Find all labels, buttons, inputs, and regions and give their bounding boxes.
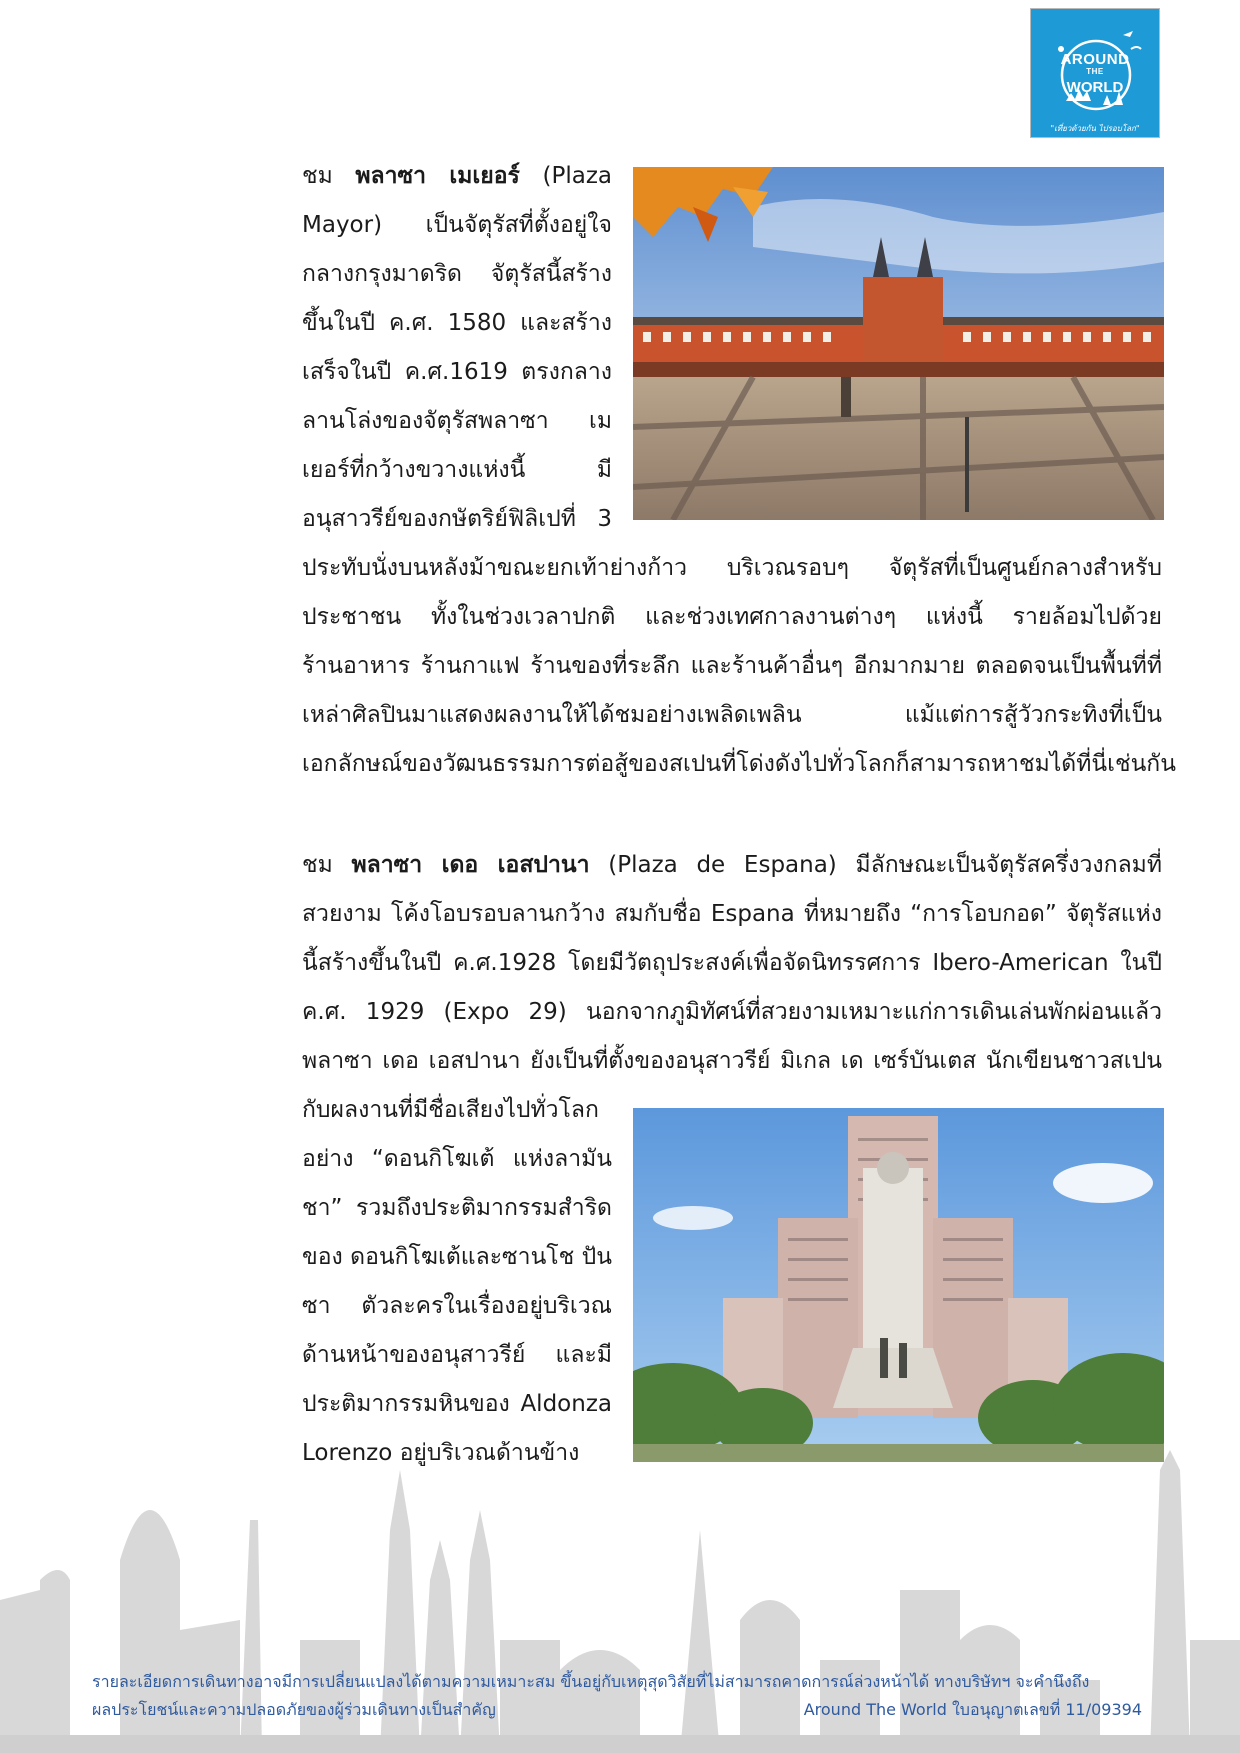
text-line: เหล่าศิลปินมาแสดงผลงานให้ได้ชมอย่างเพลิดเพลิน แม้แต่การสู้วัวกระทิงที่เป็น <box>302 702 1162 728</box>
footer-safety-note: ผลประโยชน์และความปลอดภัยของผู้ร่วมเดินทางเป็นสำคัญ <box>92 1700 496 1719</box>
text-line: ประติมากรรมหินของ Aldonza <box>302 1391 612 1417</box>
text-line: Mayor) เป็นจัตุรัสที่ตั้งอยู่ใจ <box>302 212 612 238</box>
plaza-de-espana-side <box>302 1086 612 1478</box>
plaza-mayor-body <box>302 544 1176 789</box>
text-line: อนุสาวรีย์ของกษัตริย์ฟิลิเปที่ 3 <box>302 506 612 532</box>
text-line: ประทับนั่งบนหลังม้าขณะยกเท้าย่างก้าว บริเวณรอบๆ จัตุรัสที่เป็นศูนย์กลางสำหรับ <box>302 555 1162 581</box>
text-line: พลาซา เดอ เอสปานา ยังเป็นที่ตั้งของอนุสาวรีย์ มิเกล เด เซร์บันเตส นักเขียนชาวสเปน <box>302 1048 1162 1074</box>
logo-line1: AROUND <box>1060 51 1130 68</box>
plaza-mayor-intro <box>302 152 612 544</box>
text-line: ชา” รวมถึงประติมากรรมสำริด <box>302 1195 612 1221</box>
text-line: กับผลงานที่มีชื่อเสียงไปทั่วโลก <box>302 1097 599 1123</box>
text-line: ลานโล่งของจัตุรัสพลาซา เม <box>302 408 612 434</box>
plaza-de-espana-body <box>302 841 1162 1086</box>
text-line: ซา ตัวละครในเรื่องอยู่บริเวณ <box>302 1293 612 1319</box>
plaza-de-espana-photo <box>633 1108 1164 1462</box>
text-line: ชม พลาซา เมเยอร์ (Plaza <box>302 163 612 189</box>
text-line: ขึ้นในปี ค.ศ. 1580 และสร้าง <box>302 310 612 336</box>
text-line: ประชาชน ทั้งในช่วงเวลาปกติ และช่วงเทศกาลงานต่างๆ แห่งนี้ รายล้อมไปด้วย <box>302 604 1162 630</box>
text-line: ชม พลาซา เดอ เอสปานา (Plaza de Espana) มีลักษณะเป็นจัตุรัสครึ่งวงกลมที่ <box>302 852 1162 878</box>
logo-line2: THE <box>1086 67 1104 76</box>
text-line: สวยงาม โค้งโอบรอบลานกว้าง สมกับชื่อ Espana ที่หมายถึง “การโอบกอด” จัตุรัสแห่ง <box>302 901 1162 927</box>
footer-license: Around The World ใบอนุญาตเลขที่ 11/09394 <box>803 1700 1142 1719</box>
logo-tagline: "เที่ยวด้วยกัน ไปรอบโลก" <box>1050 124 1140 133</box>
text-line: ของ ดอนกิโฆเต้และซานโช ปัน <box>302 1244 612 1270</box>
text-line: Lorenzo อยู่บริเวณด้านข้าง <box>302 1440 580 1466</box>
text-line: ร้านอาหาร ร้านกาแฟ ร้านของที่ระลึก และร้านค้าอื่นๆ อีกมากมาย ตลอดจนเป็นพื้นที่ที่ <box>302 653 1162 679</box>
text-line: เยอร์ที่กว้างขวางแห่งนี้ มี <box>302 457 612 483</box>
company-logo <box>1030 8 1160 138</box>
text-line: อย่าง “ดอนกิโฆเต้ แห่งลามัน <box>302 1146 612 1172</box>
text-line: นี้สร้างขึ้นในปี ค.ศ.1928 โดยมีวัตถุประสงค์เพื่อจัดนิทรรศการ Ibero-American ในปี <box>302 950 1162 976</box>
text-line: เอกลักษณ์ของวัฒนธรรมการต่อสู้ของสเปนที่โด่งดังไปทั่วโลกก็สามารถหาชมได้ที่นี่เช่นกัน <box>302 751 1176 777</box>
text-line: ค.ศ. 1929 (Expo 29) นอกจากภูมิทัศน์ที่สวยงามเหมาะแก่การเดินเล่นพักผ่อนแล้ว <box>302 999 1162 1025</box>
text-line: เสร็จในปี ค.ศ.1619 ตรงกลาง <box>302 359 612 385</box>
text-line: กลางกรุงมาดริด จัตุรัสนี้สร้าง <box>302 261 612 287</box>
text-line: ด้านหน้าของอนุสาวรีย์ และมี <box>302 1342 612 1368</box>
footer-line2 <box>92 1698 1142 1723</box>
plaza-mayor-photo <box>633 167 1164 520</box>
footer-disclaimer: รายละเอียดการเดินทางอาจมีการเปลี่ยนแปลงได้ตามความเหมาะสม ขึ้นอยู่กับเหตุสุดวิสัยที่ไม่สามารถคาดการณ์ล่วงหน้าได้ ทางบริษัทฯ จะคำนึงถึง <box>92 1672 1090 1691</box>
logo-line3: WORLD <box>1066 79 1124 96</box>
